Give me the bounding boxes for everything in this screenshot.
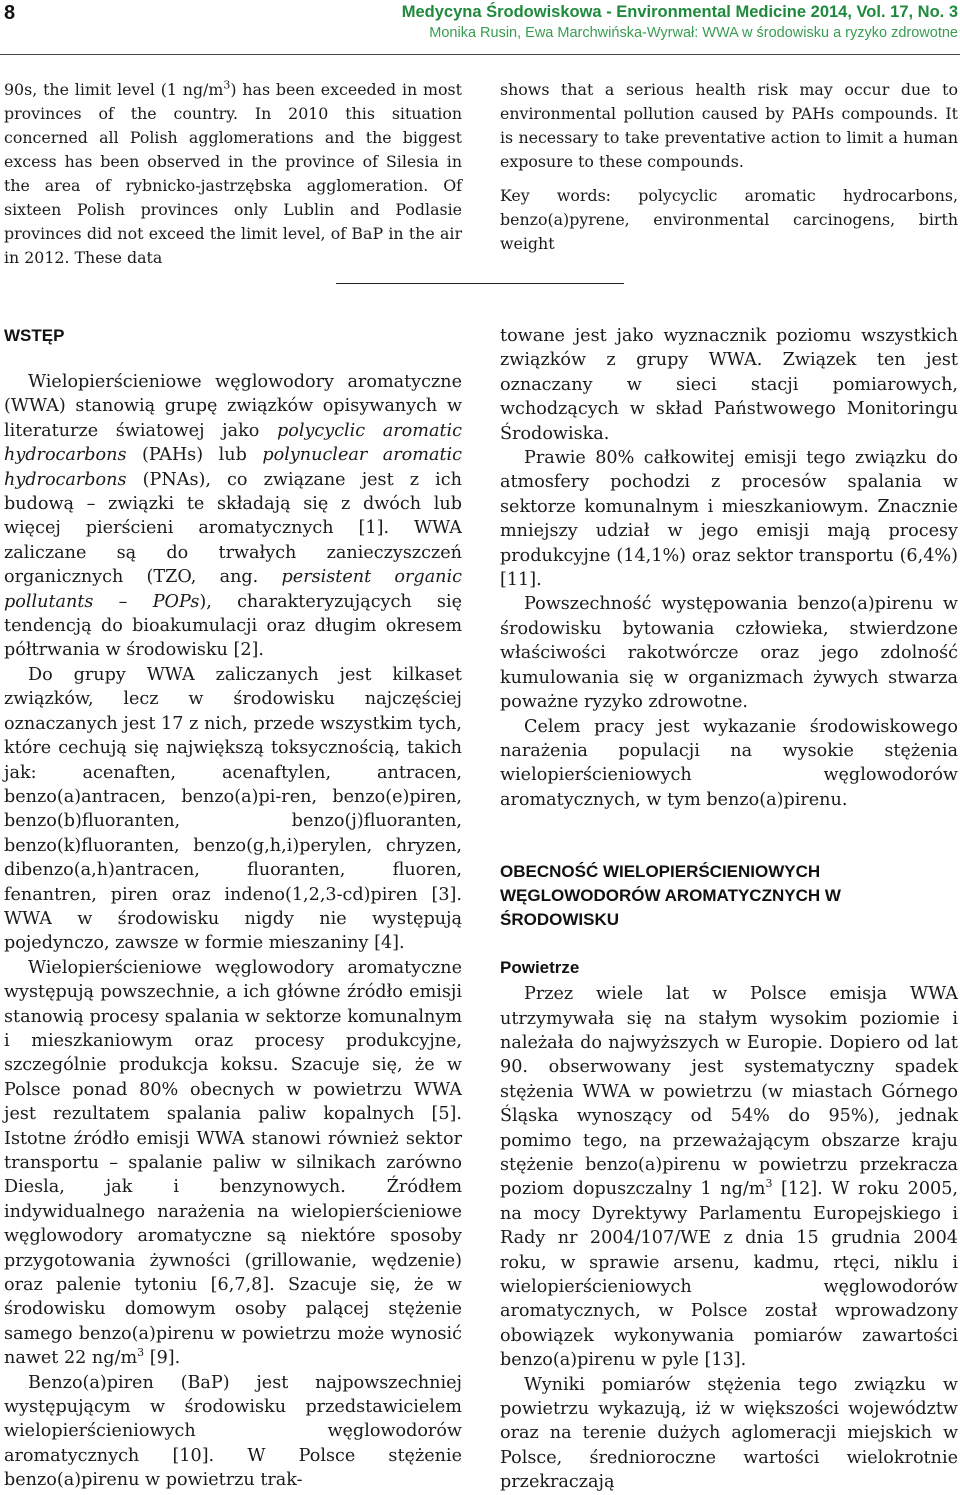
right-paragraph-3: Powszechność występowania benzo(a)pirenu w środowisku bytowania człowieka, stwierdzone właściwości rakotwórcze oraz jego zdolność kumulowania się w organizmach żywych stwarza poważne ryzyko zdrowotne. <box>500 594 958 713</box>
body-right-column <box>500 324 958 1493</box>
intro-paragraph-4: Benzo(a)piren (BaP) jest najpowszechniej występującym w środowisku przedstawicielem wielopierścieniowych węglowodorów aromatycznych [10]. W Polsce stężenie benzo(a)pirenu w powietrzu trak- <box>4 1372 462 1491</box>
subsection-heading: Powietrze <box>500 958 580 978</box>
journal-title: Medycyna Środowiskowa - Environmental Medicine 2014, Vol. 17, No. 3 <box>401 3 958 21</box>
right-paragraph-4: Celem pracy jest wykazanie środowiskowego narażenia populacji na wysokie stężenia wielopierścieniowych węglowodorów aromatycznych, w tym benzo(a)pirenu. <box>500 716 958 810</box>
intro-heading: WSTĘP <box>4 326 65 345</box>
keywords <box>500 184 958 256</box>
abstract-divider <box>336 283 624 284</box>
right-paragraph-6: Wyniki pomiarów stężenia tego związku w powietrzu wykazują, iż w większości województw oraz na terenie dużych aglomeracji miejskich w Polsce, średnioroczne wartości wielokrotnie przekraczają <box>500 1374 958 1493</box>
abstract-text-right: shows that a serious health risk may occur due to environmental pollution caused by PAHs compounds. It is necessary to take preventative action to limit a human exposure to these compounds. <box>500 80 958 171</box>
running-title: Monika Rusin, Ewa Marchwińska-Wyrwał: WWA w środowisku a ryzyko zdrowotne <box>429 25 958 41</box>
header-divider <box>0 54 960 55</box>
intro-paragraph-1: Wielopierścieniowe węglowodory aromatyczne (WWA) stanowią grupę związków opisywanych w literaturze światowej jako polycyclic aromatic hydrocarbons (PAHs) lub polynuclear aromatic hydrocarbons (PNAs), co związane jest z ich budową – związki te składają się z dwóch lub więcej pierścieni aromatycznych [1]. WWA zaliczane są do trwałych zanieczyszczeń organicznych (TZO, ang. persistent organic pollutants – POPs), charakteryzujących się tendencją do bioakumulacji oraz długim okresem półtrwania w środowisku [2]. <box>4 372 462 661</box>
right-paragraph-1: towane jest jako wyznacznik poziomu wszystkich związków z grupy WWA. Związek ten jest oznaczany w sieci stacji pomiarowych, wchodzących w skład Państwowego Monitoringu Środowiska. <box>500 326 958 444</box>
right-paragraph-5: Przez wiele lat w Polsce emisja WWA utrzymywała się na stałym wysokim poziomie i należała do najwyższych w Europie. Dopiero od lat 90. obserwowany jest systematyczny spadek stężenia WWA w powietrzu (w miastach Górnego Śląska wynoszący od 54% do 95%), jednak pomimo tego, na przeważającym obszarze kraju stężenie benzo(a)pirenu w powietrzu przekracza poziom dopuszczalny 1 $ng/m^3$ [12]. W roku 2005, na mocy Dyrektywy Parlamentu Europejskiego i Rady nr 2004/107/WE z dnia 15 grudnia 2004 roku, w sprawie arsenu, kadmu, rtęci, niklu i wielopierścieniowych węglowodorów aromatycznych, w Polsce został wprowadzony obowiązek wykonywania pomiarów zawartości benzo(a)pirenu w pyle [13]. <box>500 984 958 1371</box>
abstract-right <box>500 78 958 256</box>
right-paragraph-2: Prawie 80% całkowitej emisji tego związku do atmosfery pochodzi z procesów spalania w sektorze komunalnym i mieszkaniowym. Znacznie mniejszy udział w jego emisji mają procesy produkcyjne (14,1%) oraz sektor transportu (6,4%) [11]. <box>500 448 958 591</box>
body-left-column <box>4 324 462 1491</box>
keywords-label: Key words: <box>500 186 611 205</box>
intro-paragraph-3: Wielopierścieniowe węglowodory aromatyczne występują powszechnie, a ich główne źródło emisji stanowią procesy spalania w sektorze komunalnym i mieszkaniowym oraz procesy produkcyjne, szczególnie produkcja koksu. Szacuje się, że w Polsce ponad 80% obecnych w powietrzu WWA jest rezultatem spalania paliw kopalnych [5]. Istotne źródło emisji WWA stanowi również sektor transportu – spalanie paliw w silnikach zarówno Diesla, jak i benzynowych. Źródłem indywidualnego narażenia na wielopierścieniowe węglowodory aromatyczne są niektóre sposoby przygotowania żywności (grillowanie, wędzenie) oraz palenie tytoniu [6,7,8]. Szacuje się, że w środowisku domowym osoby palącej stężenie samego benzo(a)pirenu w powietrzu może wynosić nawet 22 $ng/m^3$ [9]. <box>4 957 462 1369</box>
abstract-left <box>4 78 462 270</box>
page-number: 8 <box>4 2 16 24</box>
abstract-text-left: 90s, the limit level (1 $ng/m^3$) has been exceeded in most provinces of the country. In 2010 this situation concerned all Polish agglomerations and the biggest excess has been observed in the province of Silesia in the area of rybnicko-jastrzębska agglomeration. Of sixteen Polish provinces only Lublin and Podlasie provinces did not exceed the limit level, of BaP in the air in 2012. These data <box>4 78 462 267</box>
keywords-text: polycyclic aromatic hydrocarbons, benzo(a)pyrene, environmental carcinogens, birth weight <box>500 186 958 253</box>
section-heading: OBECNOŚĆ WIELOPIERŚCIENIOWYCH WĘGLOWODORÓW AROMATYCZNYCH W ŚRODOWISKU <box>500 862 841 930</box>
intro-paragraph-2: Do grupy WWA zaliczanych jest kilkaset związków, lecz w środowisku najczęściej oznaczanych jest 17 z nich, przede wszystkim tych, które cechują się największą toksycznością, takich jak: acenaften, acenaftylen, antracen, benzo(a)antracen, benzo(a)pi-ren, benzo(e)piren, benzo(b)fluoranten, benzo(j)fluoranten, benzo(k)fluoranten, benzo(g,h,i)perylen, chryzen, dibenzo(a,h)antracen, fluoranten, fluoren, fenantren, piren oraz indeno(1,2,3-cd)piren [3]. WWA w środowisku nigdy nie występują pojedynczo, zawsze w formie mieszaniny [4]. <box>4 664 462 954</box>
